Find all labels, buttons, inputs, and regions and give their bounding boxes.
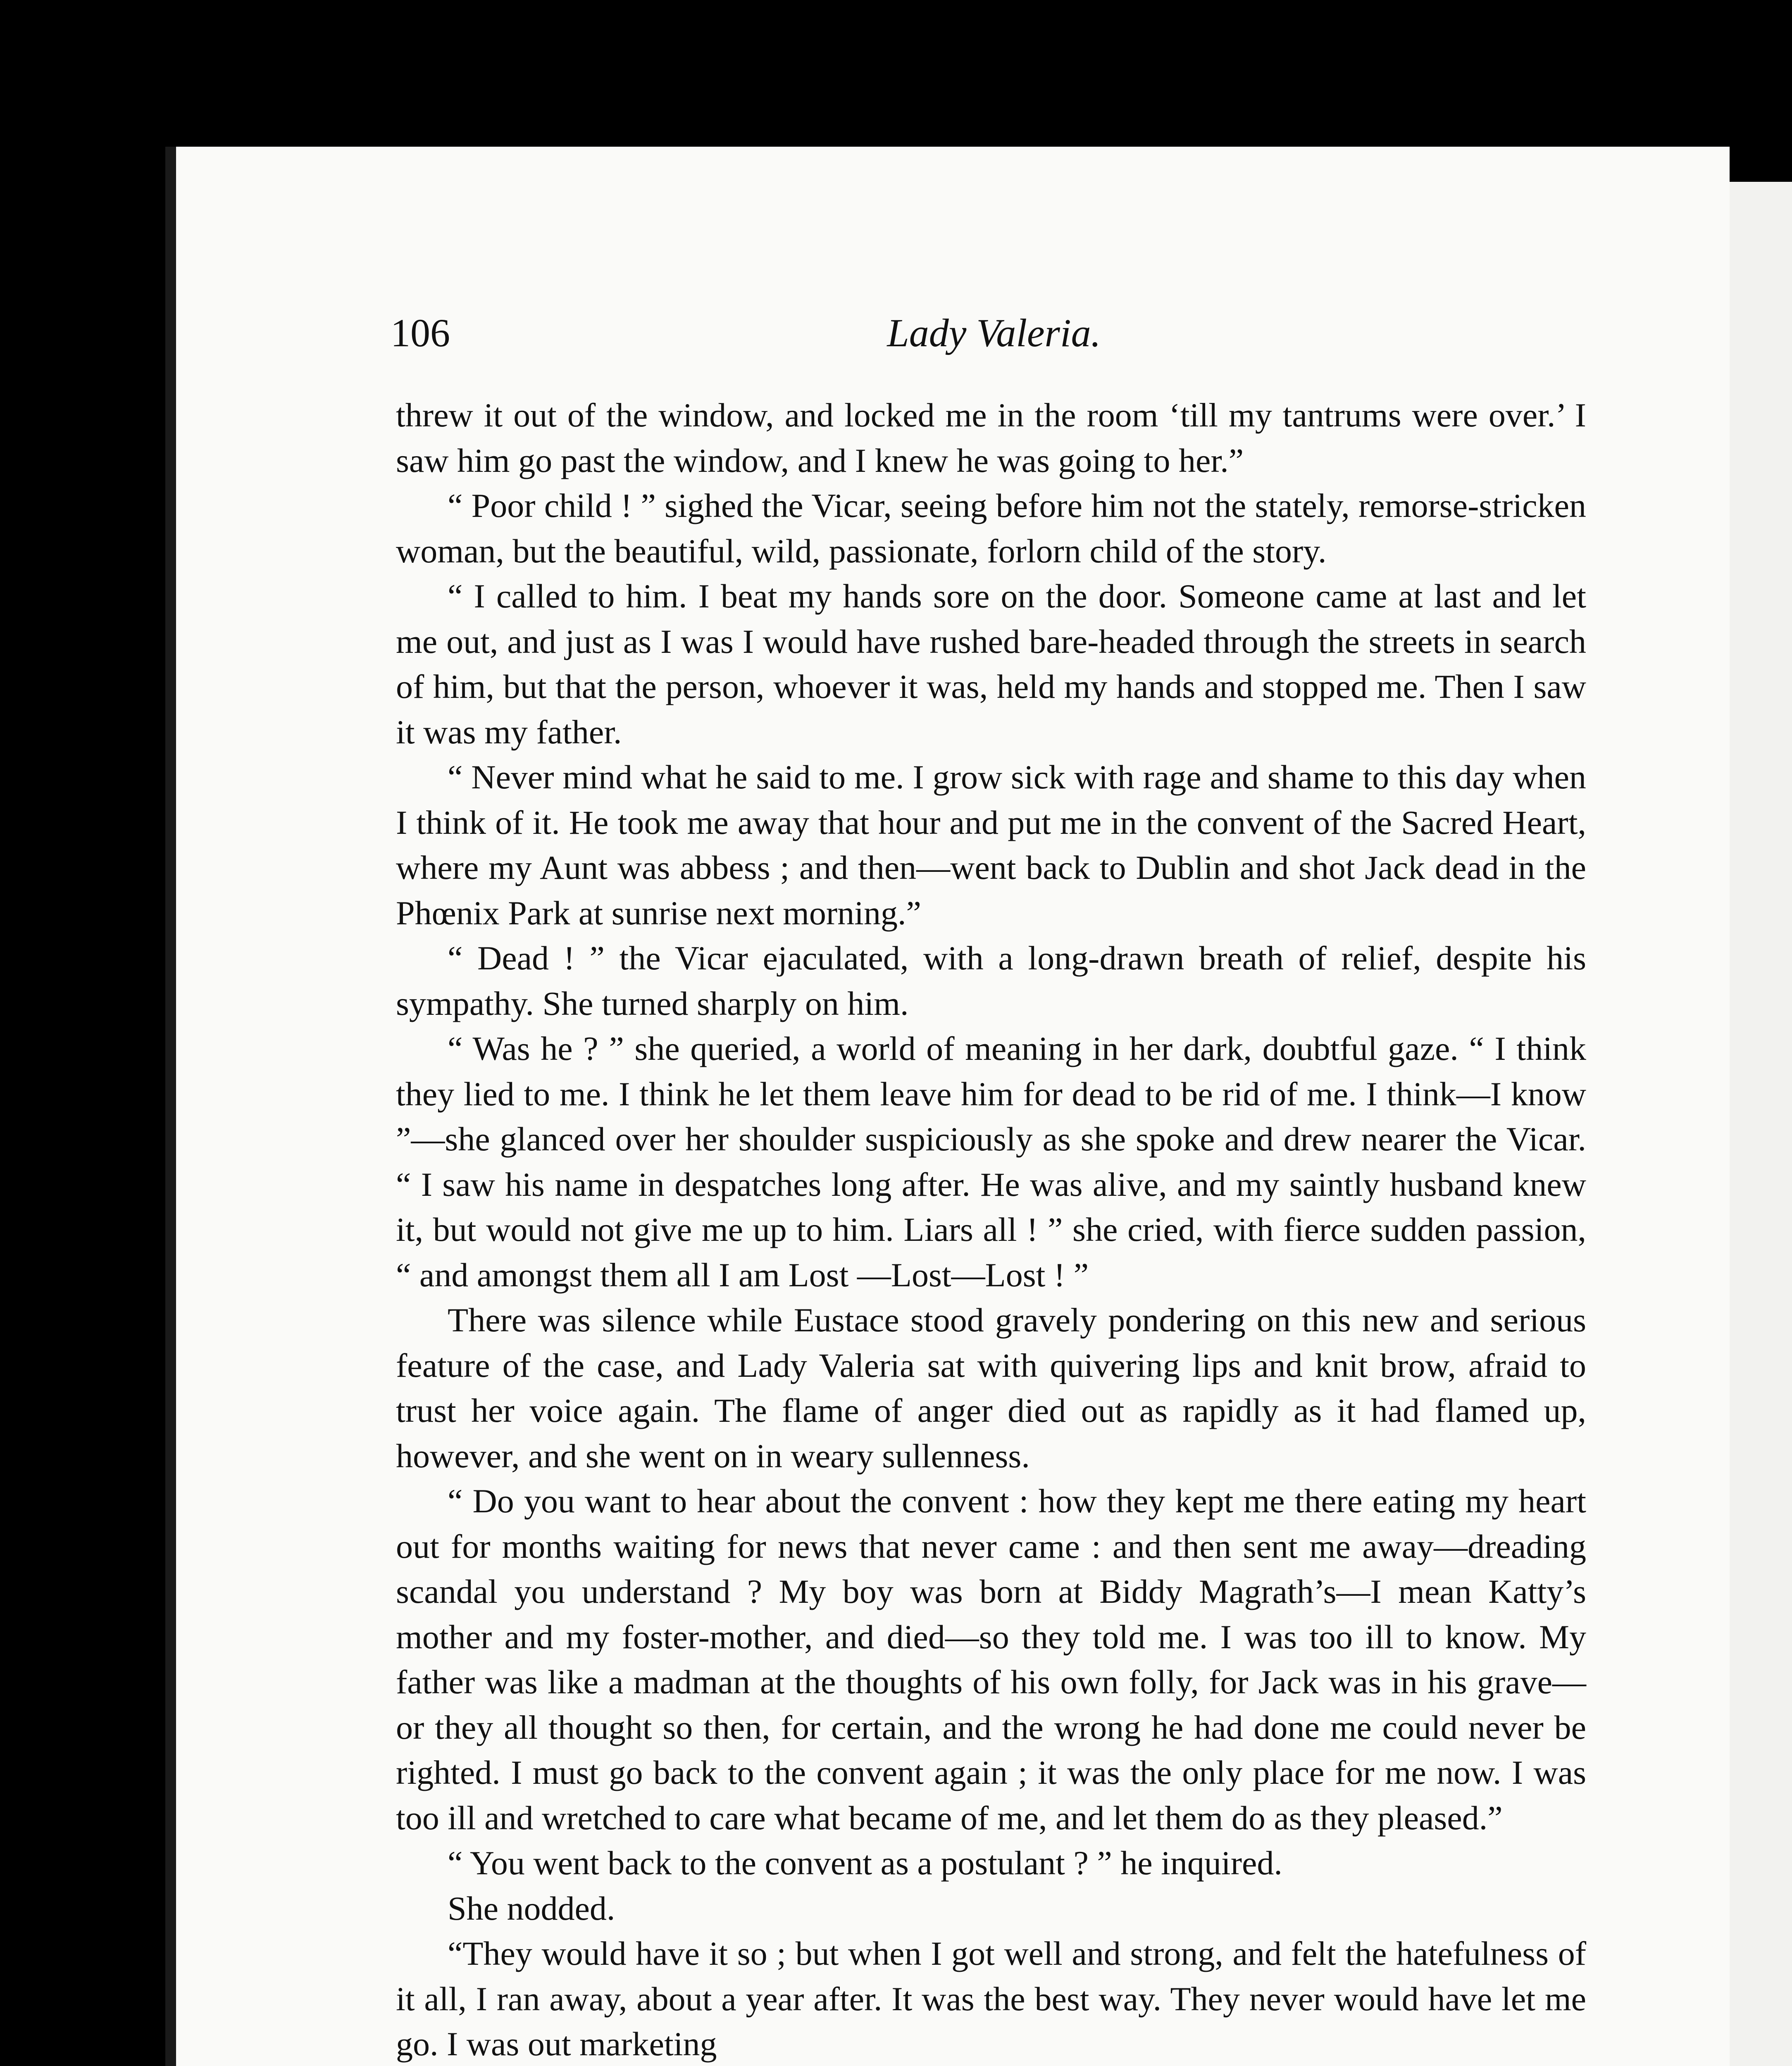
paragraph: “ Was he ? ” she queried, a world of meaning in her dark, doubtful gaze. “ I think they lied to me. I think he let them leave him for dead to be rid of me. I think—I know ”—she glanced over her shoulder suspiciously as she spoke and drew nearer the Vicar. “ I saw his name in despatches long after. He was alive, and my saintly husband knew it, but would not give me up to him. Liars all ! ” she cried, with fierce sudden passion, “ and amongst them all I am Lost —Lost—Lost ! ” xyxy=(396,1030,1586,1294)
page-number: 106 xyxy=(391,311,450,355)
paragraph: “ You went back to the convent as a postulant ? ” he inquired. xyxy=(448,1844,1282,1882)
paragraph: “ Never mind what he said to me. I grow sick with rage and shame to this day when I think of it. He took me away that hour and put me in the convent of the Sacred Heart, where my Aunt was abbess ; and then—went back to Dublin and shot Jack dead in the Phœnix Park at sunrise next morning.” xyxy=(396,758,1586,932)
paragraph: There was silence while Eustace stood gravely pondering on this new and serious feature of the case, and Lady Valeria sat with quivering lips and knit brow, afraid to trust her voice again. The flame of anger died out as rapidly as it had flamed up, however, and she went on in weary sullenness. xyxy=(396,1301,1586,1475)
paragraph: “ Do you want to hear about the convent : how they kept me there eating my heart out for months waiting for news that never came : and then sent me away—dreading scandal you understand ? My boy was born at Biddy Magrath’s—I mean Katty’s mother and my foster-mother, and died—so they told me. I was too ill to know. My father was like a madman at the thoughts of his own folly, for Jack was in his grave—or they all thought so then, for certain, and the wrong he had done me could never be righted. I must go back to the convent again ; it was the only place for me now. I was too ill and wretched to care what became of me, and let them do as they pleased.” xyxy=(396,1482,1586,1837)
body-text xyxy=(396,393,1586,2066)
paragraph: “ Dead ! ” the Vicar ejaculated, with a long-drawn breath of relief, despite his sympathy. She turned sharply on him. xyxy=(396,939,1586,1022)
paragraph: “They would have it so ; but when I got well and strong, and felt the hatefulness of it all, I ran away, about a year after. It was the best way. They never would have let me go. I was out marketing xyxy=(396,1935,1586,2063)
page-header xyxy=(391,310,1597,355)
paragraph: She nodded. xyxy=(448,1889,615,1927)
paragraph: “ Poor child ! ” sighed the Vicar, seeing before him not the stately, remorse-stricken woman, but the beautiful, wild, passionate, forlorn child of the story. xyxy=(396,487,1586,570)
facing-page-edge xyxy=(1730,182,1792,2066)
paragraph: “ I called to him. I beat my hands sore on the door. Someone came at last and let me out, and just as I was I would have rushed bare-headed through the streets in search of him, but that the person, whoever it was, held my hands and stopped me. Then I saw it was my father. xyxy=(396,577,1586,751)
paragraph: threw it out of the window, and locked me in the room ‘till my tantrums were over.’ I saw him go past the window, and I knew he was going to her.” xyxy=(396,396,1586,479)
running-title: Lady Valeria. xyxy=(887,311,1101,355)
